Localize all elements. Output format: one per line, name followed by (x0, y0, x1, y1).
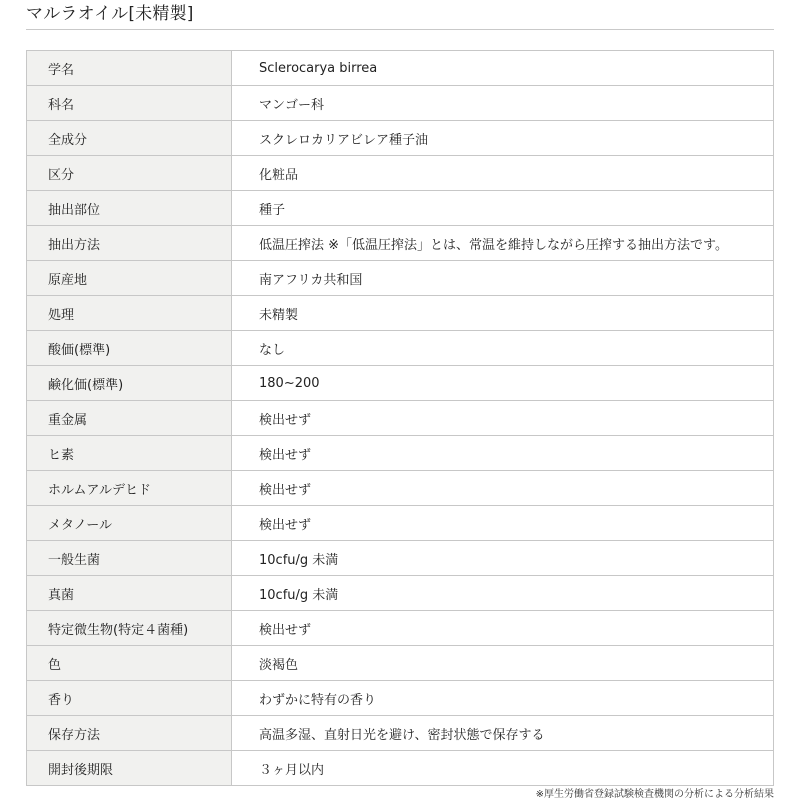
row-value: 検出せず (232, 611, 774, 646)
table-row (27, 296, 774, 331)
row-label: 原産地 (27, 261, 232, 296)
row-label: メタノール (27, 506, 232, 541)
row-value: 10cfu/g 未満 (232, 576, 774, 611)
table-row (27, 541, 774, 576)
row-label: 特定微生物(特定４菌種) (27, 611, 232, 646)
row-label: 学名 (27, 51, 232, 86)
table-row (27, 751, 774, 786)
row-label: 区分 (27, 156, 232, 191)
table-row (27, 366, 774, 401)
row-label: 保存方法 (27, 716, 232, 751)
row-label: 香り (27, 681, 232, 716)
table-row (27, 681, 774, 716)
row-value: 検出せず (232, 506, 774, 541)
row-label: 科名 (27, 86, 232, 121)
table-row (27, 226, 774, 261)
row-label: 一般生菌 (27, 541, 232, 576)
row-value: 高温多湿、直射日光を避け、密封状態で保存する (232, 716, 774, 751)
table-row (27, 716, 774, 751)
row-value: 低温圧搾法 ※「低温圧搾法」とは、常温を維持しながら圧搾する抽出方法です。 (232, 226, 774, 261)
row-label: 抽出方法 (27, 226, 232, 261)
row-value: マンゴー科 (232, 86, 774, 121)
table-row (27, 156, 774, 191)
table-row (27, 191, 774, 226)
row-value: わずかに特有の香り (232, 681, 774, 716)
row-value: 未精製 (232, 296, 774, 331)
row-label: 抽出部位 (27, 191, 232, 226)
row-value: 化粧品 (232, 156, 774, 191)
table-row (27, 331, 774, 366)
spec-table (26, 50, 774, 786)
table-row (27, 86, 774, 121)
table-row (27, 646, 774, 681)
row-value: 南アフリカ共和国 (232, 261, 774, 296)
row-value: 検出せず (232, 471, 774, 506)
row-label: 重金属 (27, 401, 232, 436)
row-value: 種子 (232, 191, 774, 226)
table-row (27, 121, 774, 156)
table-row (27, 506, 774, 541)
table-row (27, 611, 774, 646)
title-divider (26, 29, 774, 30)
table-row (27, 401, 774, 436)
table-row (27, 436, 774, 471)
row-value: 淡褐色 (232, 646, 774, 681)
table-row (27, 576, 774, 611)
row-label: 全成分 (27, 121, 232, 156)
row-value: スクレロカリアビレア種子油 (232, 121, 774, 156)
row-value: 180~200 (232, 366, 774, 401)
row-label: ヒ素 (27, 436, 232, 471)
row-label: 鹸化価(標準) (27, 366, 232, 401)
table-row (27, 471, 774, 506)
row-value: 10cfu/g 未満 (232, 541, 774, 576)
page-title: マルラオイル[未精製] (26, 4, 194, 24)
row-label: 真菌 (27, 576, 232, 611)
row-value: なし (232, 331, 774, 366)
row-value: 検出せず (232, 436, 774, 471)
row-label: 処理 (27, 296, 232, 331)
spec-table-body (27, 51, 774, 786)
row-label: 酸価(標準) (27, 331, 232, 366)
table-row (27, 261, 774, 296)
footnote: ※厚生労働省登録試験検査機関の分析による分析結果 (535, 789, 774, 800)
row-value: Sclerocarya birrea (232, 51, 774, 86)
row-label: 色 (27, 646, 232, 681)
row-label: ホルムアルデヒド (27, 471, 232, 506)
table-row (27, 51, 774, 86)
row-value: ３ヶ月以内 (232, 751, 774, 786)
row-label: 開封後期限 (27, 751, 232, 786)
row-value: 検出せず (232, 401, 774, 436)
